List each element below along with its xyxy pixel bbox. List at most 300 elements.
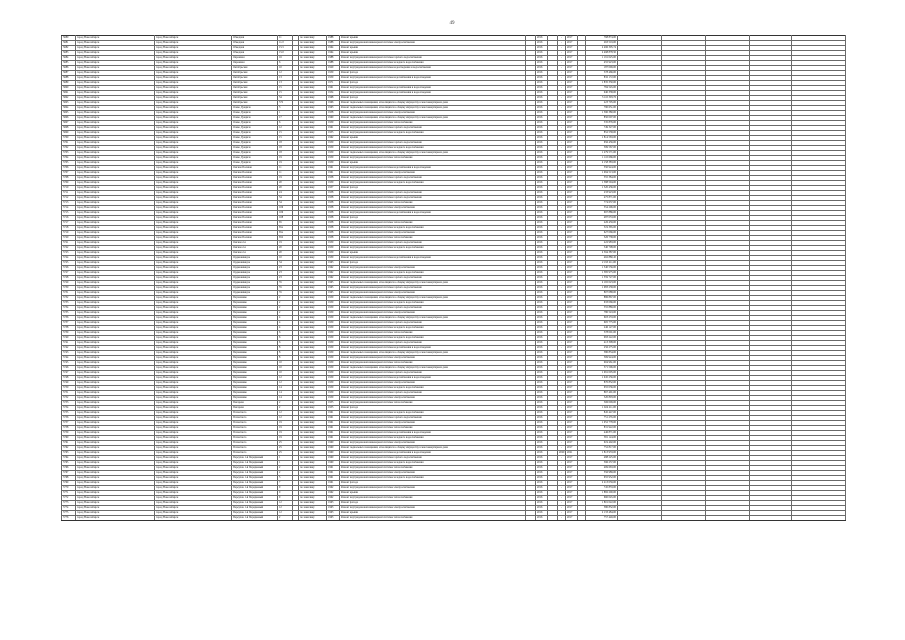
plan-year-start-cell: 2016 [536,271,548,276]
plan-year-mid-cell: - [558,306,566,311]
customer-cell: по заказчику [299,251,327,256]
customer-cell: по заказчику [299,496,327,501]
customer-cell: по заказчику [299,41,327,46]
plan-year-end-cell: 2017 [566,116,578,121]
plan-year-mid-cell: - [558,501,566,506]
customer-cell: по заказчику [299,441,327,446]
settlement-cell: город Новосибирск [76,91,155,96]
plan-year-end-cell: 2017 [566,191,578,196]
settlement-cell: город Новосибирск [76,151,155,156]
work-type-cell: Ремонт внутридомовой инженерной системы теплоснабжения [340,236,526,241]
plan-year-mid-cell: - [558,121,566,126]
settlement-cell: город Новосибирск [76,311,155,316]
cost-cell: 350 924,00 [586,166,618,171]
work-type-cell: Ремонт внутридомовой инженерной системы теплоснабжения [340,361,526,366]
settlement-cell: город Новосибирск [76,446,155,451]
plan-year-mid-cell: - [558,381,566,386]
settlement-cell: город Новосибирск [76,466,155,471]
plan-year-end-cell: 2017 [566,211,578,216]
settlement-cell: город Новосибирск [76,186,155,191]
settlement-cell: город Новосибирск [76,191,155,196]
customer-cell: по заказчику [299,256,327,261]
plan-year-mid-cell: - [558,356,566,361]
settlement-cell: город Новосибирск [76,76,155,81]
cost-cell: 2 133 484,00 [586,511,618,516]
work-type-cell: Ремонт подвальных помещений, относящихся к общему имуществу в многоквартирном доме [340,116,526,121]
work-type-cell: Ремонт подвальных помещений, относящихся к общему имуществу в многоквартирном доме [340,106,526,111]
plan-year-end-cell: 2017 [566,471,578,476]
customer-cell: по заказчику [299,376,327,381]
settlement-cell: город Новосибирск [76,476,155,481]
row-number-cell: 3716 [62,216,76,221]
customer-cell: по заказчику [299,201,327,206]
municipality-cell: город Новосибирск [155,431,232,436]
plan-year-mid-cell: - [558,51,566,56]
settlement-cell: город Новосибирск [76,351,155,356]
plan-year-mid-cell: - [558,41,566,46]
build-year-cell: 1963 [327,106,340,111]
plan-year-mid-cell: - [558,346,566,351]
street-cell: Обводная [232,41,278,46]
plan-year-end-cell: 2017 [566,501,578,506]
house-number-cell: 4 [278,326,293,331]
house-number-cell: 2 [278,401,293,406]
settlement-cell: город Новосибирск [76,116,155,121]
plan-year-end-cell: 2017 [566,81,578,86]
house-number-cell: 23 [278,266,293,271]
row-number-cell: 3750 [62,386,76,391]
house-number-cell: 11 [278,171,293,176]
work-type-cell: Ремонт внутридомовой инженерной системы водоснабжения и водоотведения [340,86,526,91]
plan-year-start-cell: 2016 [536,396,548,401]
build-year-cell: 1988 [327,36,340,41]
street-cell: Пархоменко [232,366,278,371]
cost-cell: 745 833,00 [586,486,618,491]
row-number-cell: 3710 [62,186,76,191]
settlement-cell: город Новосибирск [76,371,155,376]
work-type-cell: Ремонт внутридомовой инженерной системы водоснабжения и водоотведения [340,451,526,456]
settlement-cell: город Новосибирск [76,321,155,326]
customer-cell: по заказчику [299,121,327,126]
work-type-cell: Ремонт внутридомовой инженерной системы теплоснабжения [340,466,526,471]
build-year-cell: 1958 [327,211,340,216]
settlement-cell: город Новосибирск [76,391,155,396]
plan-year-end-cell: 2017 [566,466,578,471]
municipality-cell: город Новосибирск [155,506,232,511]
plan-year-mid-cell: - [558,296,566,301]
plan-year-end-cell: 2017 [566,106,578,111]
build-year-cell: 1959 [327,306,340,311]
work-type-cell: Ремонт фасада [340,261,526,266]
cost-cell: 605 775,00 [586,321,618,326]
settlement-cell: город Новосибирск [76,341,155,346]
work-type-cell: Ремонт внутридомовой инженерной системы горячего водоснабжения [340,456,526,461]
plan-year-mid-cell: - [558,276,566,281]
settlement-cell: город Новосибирск [76,291,155,296]
row-number-cell: 3697 [62,121,76,126]
row-number-cell: 3724 [62,256,76,261]
plan-year-start-cell: 2016 [536,161,548,166]
house-number-cell: 4 [278,316,293,321]
settlement-cell: город Новосибирск [76,401,155,406]
municipality-cell: город Новосибирск [155,486,232,491]
row-number-cell: 3763 [62,451,76,456]
build-year-cell: 1961 [327,126,340,131]
row-number-cell: 3764 [62,456,76,461]
cost-cell: 1 110 666,00 [586,156,618,161]
cost-cell: 222 983,00 [586,241,618,246]
build-year-cell: 1959 [327,251,340,256]
plan-year-mid-cell: - [558,386,566,391]
plan-year-end-cell: 2017 [566,206,578,211]
municipality-cell: город Новосибирск [155,421,232,426]
work-type-cell: Ремонт крыши [340,511,526,516]
customer-cell: по заказчику [299,91,327,96]
settlement-cell: город Новосибирск [76,106,155,111]
cost-cell: 1 045 256,00 [586,376,618,381]
settlement-cell: город Новосибирск [76,301,155,306]
plan-year-start-cell: 2016 [536,511,548,516]
street-cell: Плахотного [232,436,278,441]
municipality-cell: город Новосибирск [155,176,232,181]
plan-year-start-cell: 2016 [536,401,548,406]
plan-year-start-cell: 2016 [536,71,548,76]
customer-cell: по заказчику [299,111,327,116]
row-number-cell: 3703 [62,151,76,156]
plan-year-start-cell: 2016 [536,241,548,246]
plan-year-start-cell: 2016 [536,36,548,41]
customer-cell: по заказчику [299,366,327,371]
cost-cell: 455 923,00 [586,61,618,66]
work-type-cell: Ремонт внутридомовой инженерной системы электроснабжения [340,41,526,46]
cost-cell: 1 813 933,00 [586,451,618,456]
page-number: 49 [449,21,455,26]
plan-year-mid-cell: - [558,161,566,166]
cost-cell: 380 832,00 [586,506,618,511]
house-number-cell: 19 [278,161,293,166]
municipality-cell: город Новосибирск [155,411,232,416]
work-type-cell: Ремонт крыши [340,491,526,496]
settlement-cell: город Новосибирск [76,506,155,511]
plan-year-end-cell: 2017 [566,146,578,151]
work-type-cell: Ремонт внутридомовой инженерной системы горячего водоснабжения [340,341,526,346]
cost-cell: 1 882 200,00 [586,491,618,496]
cost-cell: 354 296,00 [586,206,618,211]
customer-cell: по заказчику [299,136,327,141]
house-number-cell: 18 [278,146,293,151]
work-type-cell: Ремонт подвальных помещений, относящихся к общему имуществу в многоквартирном доме [340,366,526,371]
work-type-cell: Ремонт внутридомовой инженерной системы электроснабжения [340,111,526,116]
street-cell: Омская 2-я [232,246,278,251]
plan-year-mid-cell: - [558,36,566,41]
row-number-cell: 3768 [62,476,76,481]
settlement-cell: город Новосибирск [76,416,155,421]
work-type-cell: Ремонт внутридомовой инженерной системы водоснабжения и водоотведения [340,211,526,216]
municipality-cell: город Новосибирск [155,96,232,101]
street-cell: Плахотного [232,421,278,426]
cost-cell: 446 871,00 [586,431,618,436]
plan-year-start-cell: 2016 [536,206,548,211]
row-number-cell: 3732 [62,296,76,301]
plan-year-end-cell: 2017 [566,321,578,326]
cost-cell: 1 801 022,00 [586,501,618,506]
work-type-cell: Ремонт внутридомовой инженерной системы холодного водоснабжения [340,461,526,466]
plan-year-start-cell: 2016 [536,81,548,86]
municipality-cell: город Новосибирск [155,516,232,521]
plan-year-start-cell: 2016 [536,116,548,121]
plan-year-end-cell: 2017 [566,156,578,161]
cost-cell: 2 496 305,74 [586,46,618,51]
settlement-cell: город Новосибирск [76,496,155,501]
cost-cell: 633 066,00 [586,301,618,306]
work-type-cell: Ремонт внутридомовой инженерной системы электроснабжения [340,486,526,491]
settlement-cell: город Новосибирск [76,501,155,506]
cost-cell: 757 449,00 [586,516,618,521]
plan-year-mid-cell: - [558,201,566,206]
build-year-cell: 1959 [327,76,340,81]
plan-year-end-cell: 2017 [566,436,578,441]
build-year-cell: 1958 [327,191,340,196]
customer-cell: по заказчику [299,191,327,196]
street-cell: Пархоменко [232,306,278,311]
cost-cell: 519 365,00 [586,226,618,231]
plan-year-start-cell: 2016 [536,261,548,266]
municipality-cell: город Новосибирск [155,281,232,286]
street-cell: Орджоникидзе [232,256,278,261]
settlement-cell: город Новосибирск [76,56,155,61]
plan-year-start-cell: 2016 [536,211,548,216]
municipality-cell: город Новосибирск [155,56,232,61]
plan-year-mid-cell: - [558,471,566,476]
plan-year-mid-cell: - [558,261,566,266]
house-number-cell: 15/2 [278,51,293,56]
plan-year-mid-cell: - [558,466,566,471]
street-cell: Пархоменко [232,356,278,361]
house-number-cell: 15 [278,136,293,141]
street-cell: Олеко Дундича [232,141,278,146]
plan-year-mid-cell: - [558,476,566,481]
settlement-cell: город Новосибирск [76,421,155,426]
settlement-cell: город Новосибирск [76,396,155,401]
plan-year-end-cell: 2017 [566,276,578,281]
customer-cell: по заказчику [299,456,327,461]
build-year-cell: 1964 [327,51,340,56]
settlement-cell: город Новосибирск [76,436,155,441]
cost-cell: 487 053,00 [586,216,618,221]
house-number-cell: 23 [278,271,293,276]
work-type-cell: Ремонт внутридомовой инженерной системы электроснабжения [340,441,526,446]
settlement-cell: город Новосибирск [76,491,155,496]
plan-year-start-cell: 2016 [536,251,548,256]
street-cell: Пархоменко [232,351,278,356]
customer-cell: по заказчику [299,286,327,291]
house-number-cell: 10 [278,366,293,371]
build-year-cell: 1955 [327,401,340,406]
work-type-cell: Ремонт внутридомовой инженерной системы холодного водоснабжения [340,181,526,186]
build-year-cell: 1960 [327,461,340,466]
street-cell: Октябрьская [232,76,278,81]
cost-cell: 993 222,00 [586,336,618,341]
row-number-cell: 3685 [62,61,76,66]
row-number-cell: 3723 [62,251,76,256]
plan-year-start-cell: 2016 [536,486,548,491]
plan-year-end-cell: 2017 [566,336,578,341]
build-year-cell: 1963 [327,501,340,506]
plan-year-start-cell: 2016 [536,111,548,116]
work-type-cell: Ремонт внутридомовой инженерной системы холодного водоснабжения [340,146,526,151]
build-year-cell: 1988 [327,61,340,66]
build-year-cell: 1962 [327,496,340,501]
house-number-cell: 20 [278,181,293,186]
plan-year-start-cell: 2016 [536,76,548,81]
plan-year-end-cell: 2017 [566,266,578,271]
customer-cell: по заказчику [299,76,327,81]
build-year-cell: 1959 [327,341,340,346]
row-number-cell: 3772 [62,496,76,501]
build-year-cell: 1961 [327,466,340,471]
street-cell: Орджоникидзе [232,266,278,271]
street-cell: Переулок 1-й Порядковый [232,456,278,461]
row-number-cell: 3733 [62,301,76,306]
plan-year-end-cell: 2017 [566,91,578,96]
plan-year-start-cell: 2016 [536,216,548,221]
municipality-cell: город Новосибирск [155,446,232,451]
plan-year-end-cell: 2017 [566,326,578,331]
house-number-cell: 11 [278,36,293,41]
street-cell: Плахотного [232,451,278,456]
house-number-cell: 14 [278,391,293,396]
municipality-cell: город Новосибирск [155,461,232,466]
customer-cell: по заказчику [299,186,327,191]
customer-cell: по заказчику [299,511,327,516]
settlement-cell: город Новосибирск [76,316,155,321]
house-number-cell: 19 [278,421,293,426]
work-type-cell: Ремонт внутридомовой инженерной системы водоснабжения и водоотведения [340,166,526,171]
cost-cell: 1 388 594,00 [586,181,618,186]
row-number-cell: 3769 [62,481,76,486]
house-number-cell: 25 [278,446,293,451]
municipality-cell: город Новосибирск [155,151,232,156]
build-year-cell: 1958 [327,236,340,241]
cost-cell: 749 327,00 [586,126,618,131]
street-cell: Пархоменко [232,311,278,316]
customer-cell: по заказчику [299,436,327,441]
work-type-cell: Ремонт подвальных помещений, относящихся к общему имуществу в многоквартирном доме [340,316,526,321]
work-type-cell: Ремонт внутридомовой инженерной системы теплоснабжения [340,121,526,126]
plan-year-mid-cell: - [558,241,566,246]
cost-cell: 263 519,00 [586,41,618,46]
plan-year-mid-cell: - [558,191,566,196]
plan-year-start-cell: 2016 [536,231,548,236]
municipality-cell: город Новосибирск [155,401,232,406]
build-year-cell: 1962 [327,136,340,141]
build-year-cell: 1959 [327,331,340,336]
customer-cell: по заказчику [299,486,327,491]
row-number-cell: 3717 [62,221,76,226]
cost-cell: 784 545,00 [586,86,618,91]
house-number-cell: 5 [278,476,293,481]
plan-year-mid-cell: - [558,151,566,156]
row-number-cell: 3698 [62,126,76,131]
municipality-cell: город Новосибирск [155,361,232,366]
build-year-cell: 1959 [327,361,340,366]
settlement-cell: город Новосибирск [76,306,155,311]
house-number-cell: 17 [278,116,293,121]
build-year-cell: 1939 [327,256,340,261]
plan-year-end-cell: 2017 [566,136,578,141]
settlement-cell: город Новосибирск [76,241,155,246]
build-year-cell: 1959 [327,356,340,361]
row-number-cell: 3774 [62,506,76,511]
row-number-cell: 3749 [62,381,76,386]
settlement-cell: город Новосибирск [76,326,155,331]
row-number-cell: 3770 [62,486,76,491]
plan-year-start-cell: 2016 [536,501,548,506]
customer-cell: по заказчику [299,161,327,166]
house-number-cell: 1 [278,456,293,461]
plan-year-start-cell: 2016 [536,186,548,191]
cost-cell: 807 088,00 [586,291,618,296]
settlement-cell: город Новосибирск [76,201,155,206]
cost-cell: 780 543,00 [586,311,618,316]
cost-cell: 256 275,00 [586,346,618,351]
plan-year-end-cell: 2017 [566,176,578,181]
build-year-cell: 1961 [327,171,340,176]
row-number-cell: 3694 [62,106,76,111]
plan-year-start-cell: 2016 [536,496,548,501]
plan-year-end-cell: 2017 [566,161,578,166]
street-cell: Пархоменко [232,376,278,381]
municipality-cell: город Новосибирск [155,271,232,276]
cost-cell: 581 124,00 [586,436,618,441]
municipality-cell: город Новосибирск [155,36,232,41]
cost-cell: 886 867,00 [586,296,618,301]
row-number-cell: 3688 [62,76,76,81]
plan-year-end-cell: 2017 [566,231,578,236]
row-number-cell: 3725 [62,261,76,266]
row-number-cell: 3742 [62,346,76,351]
street-cell: Октябрьская [232,91,278,96]
plan-year-end-cell: 2017 [566,311,578,316]
build-year-cell: 1958 [327,221,340,226]
empty-cell [706,516,750,521]
cost-cell: 603 233,00 [586,316,618,321]
municipality-cell: город Новосибирск [155,221,232,226]
customer-cell: по заказчику [299,336,327,341]
row-number-cell: 3702 [62,146,76,151]
settlement-cell: город Новосибирск [76,101,155,106]
house-number-cell: 13 [278,76,293,81]
build-year-cell: 1961 [327,421,340,426]
settlement-cell: город Новосибирск [76,381,155,386]
municipality-cell: город Новосибирск [155,316,232,321]
plan-year-mid-cell: - [558,401,566,406]
build-year-cell: 1959 [327,301,340,306]
customer-cell: по заказчику [299,281,327,286]
plan-year-mid-cell: - [558,101,566,106]
row-number-cell: 3752 [62,396,76,401]
row-number-cell: 3727 [62,271,76,276]
row-number-cell: 3681 [62,41,76,46]
plan-year-start-cell: 2016 [536,441,548,446]
plan-year-start-cell: 2016 [536,46,548,51]
work-type-cell: Ремонт подвальных помещений, относящихся к общему имуществу в многоквартирном доме [340,351,526,356]
work-type-cell: Ремонт крыши [340,136,526,141]
plan-year-end-cell: 2017 [566,261,578,266]
empty-cell [662,516,706,521]
build-year-cell: 1966 [327,101,340,106]
customer-cell: по заказчику [299,466,327,471]
